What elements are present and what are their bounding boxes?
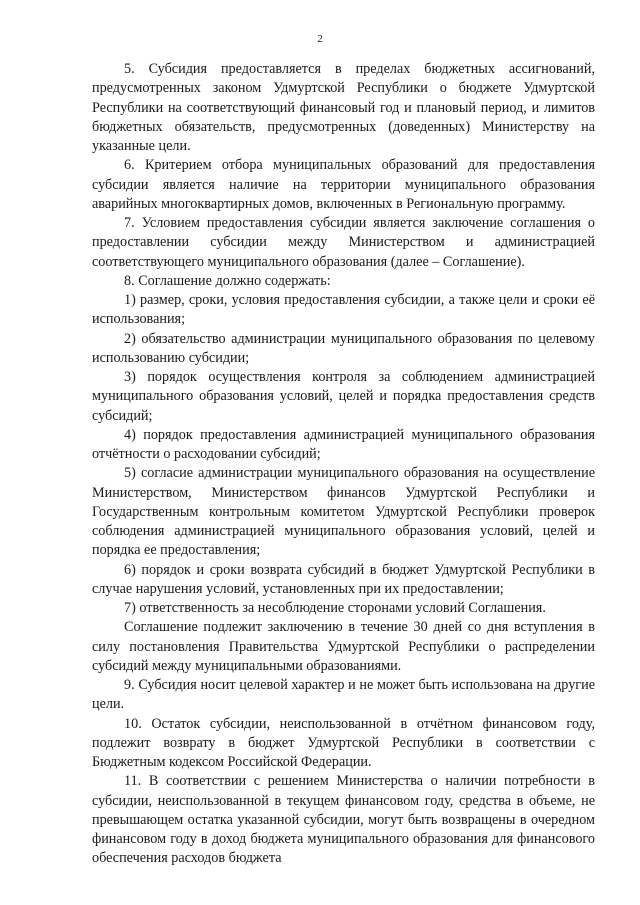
paragraph-agreement-deadline: Соглашение подлежит заключению в течение 30 дней со дня вступления в силу постановления Правительства Удмуртской Республики о распределении субсидий между муниципальными образованиями. [92, 619, 595, 674]
paragraph-8-agreement-contents: 8. Соглашение должно содержать: [124, 272, 331, 289]
list-item-1: 1) размер, сроки, условия предоставления субсидии, а также цели и сроки её использования; [92, 292, 595, 328]
list-item-7: 7) ответственность за несоблюдение сторонами условий Соглашения. [124, 600, 546, 616]
paragraph-6-selection-criterion: 6. Критерием отбора муниципальных образований для предоставления субсидии является наличие на территории муниципального образования аварийных многоквартирных домов, включенных в Региональную программу. [92, 157, 595, 212]
list-item-4: 4) порядок предоставления администрацией муниципального образования отчётности о расходовании субсидий; [92, 426, 595, 462]
paragraph-9-targeted-use: 9. Субсидия носит целевой характер и не может быть использована на другие цели. [92, 677, 595, 713]
paragraph-5-subsidy-limits: 5. Субсидия предоставляется в пределах бюджетных ассигнований, предусмотренных законом Удмуртской Республики о бюджете Удмуртской Республики на соответствующий финансовый год и плановый период, и лимитов бюджетных обязательств, предусмотренных (доведенных) Министерству на указанные цели. [92, 61, 595, 154]
paragraph-10-balance-return: 10. Остаток субсидии, неиспользованной в отчётном финансовом году, подлежит возврату в бюджет Удмуртской Республики в соответствии с Бюджетным кодексом Российской Федерации. [92, 715, 595, 770]
page-number: 2 [317, 33, 323, 45]
paragraph-7-condition: 7. Условием предоставления субсидии является заключение соглашения о предоставлении субсидии между Министерством и администрацией соответствующего муниципального образования (далее – Соглашение). [92, 215, 595, 270]
list-item-2: 2) обязательство администрации муниципального образования по целевому использованию субсидии; [92, 330, 595, 366]
list-item-6: 6) порядок и сроки возврата субсидий в бюджет Удмуртской Республики в случае нарушения условий, установленных при их предоставлении; [92, 561, 595, 597]
list-item-3: 3) порядок осуществления контроля за соблюдением администрацией муниципального образования условий, целей и порядка предоставления средств субсидий; [92, 369, 595, 424]
list-item-5: 5) согласие администрации муниципального образования на осуществление Министерством, Министерством финансов Удмуртской Республики и Государственным контрольным комитетом Удмуртской Республики проверок соблюдения администрацией муниципального образования условий, целей и порядка ее предоставления; [92, 465, 595, 559]
paragraph-11-reallocation: 11. В соответствии с решением Министерства о наличии потребности в субсидии, неиспользованной в текущем финансовом году, средства в объеме, не превышающем остатка указанной субсидии, могут быть возвращены в очередном финансовом году в доход бюджета муниципального образования для финансового обеспечения расходов бюджета [92, 773, 595, 867]
document-body [92, 60, 595, 869]
